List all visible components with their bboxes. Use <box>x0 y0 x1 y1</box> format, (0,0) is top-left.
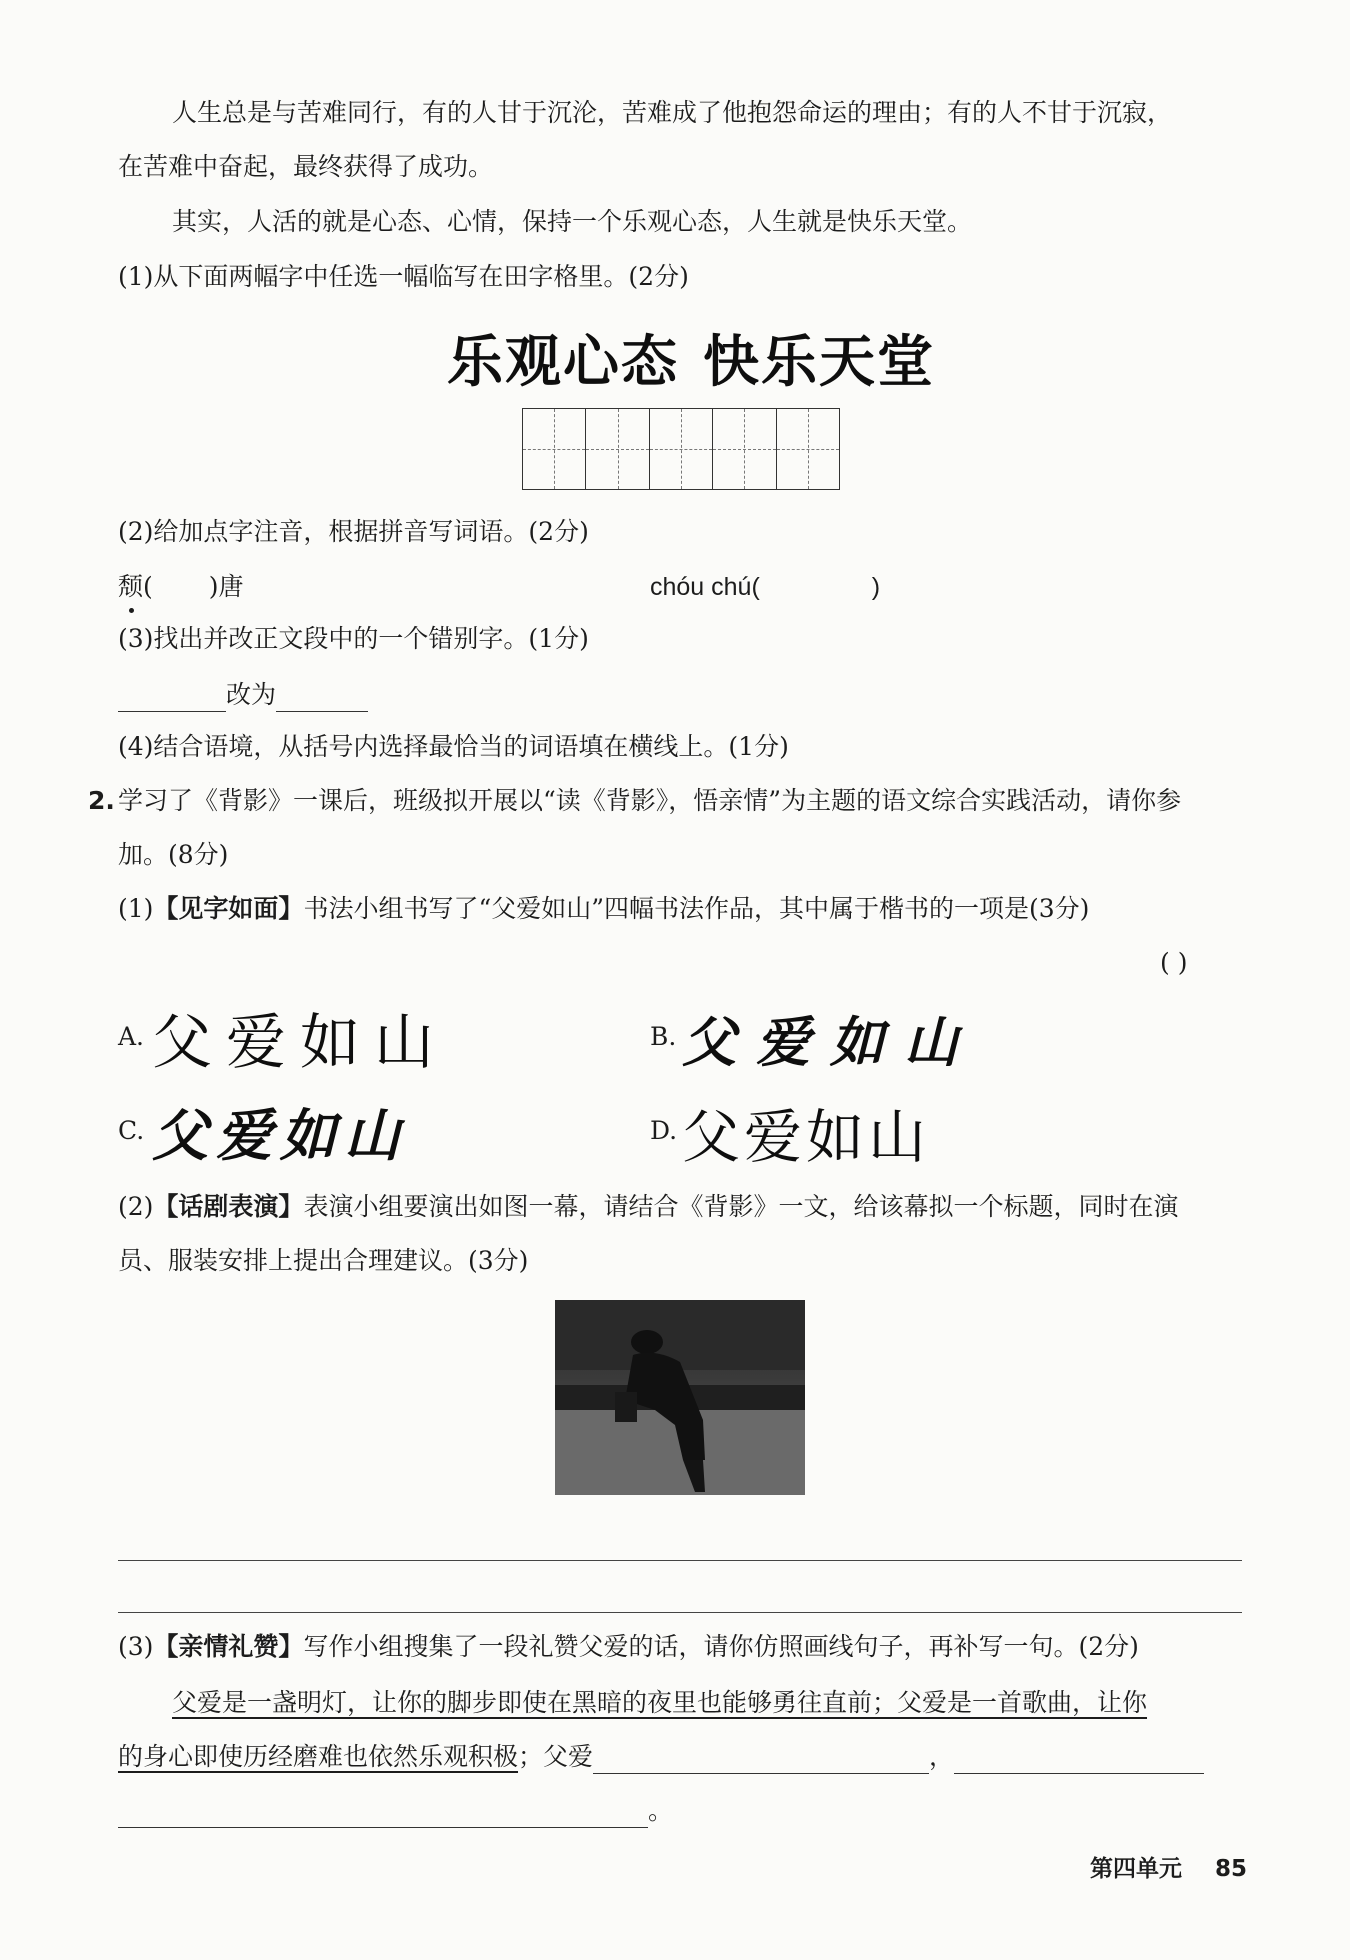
q1-sub2: (2)给加点字注音，根据拼音写词语。(2分) <box>118 517 589 546</box>
calligraphy-right: 快乐天堂 <box>703 329 935 395</box>
stage-photo <box>555 1300 805 1495</box>
footer-unit: 第四单元 <box>1090 1856 1182 1882</box>
q2-sub2 <box>118 1190 1178 1224</box>
typo-correct-blank[interactable] <box>276 685 368 712</box>
tianzige-grid[interactable] <box>522 408 840 490</box>
q2-sub3 <box>118 1630 1139 1664</box>
option-b-calligraphy[interactable]: 父爱如山 <box>682 1010 978 1074</box>
q1-sub4: (4)结合语境，从括号内选择最恰当的词语填在横线上。(1分) <box>118 732 789 761</box>
grid-cell[interactable] <box>586 409 649 489</box>
passage-line-2: 在苦难中奋起，最终获得了成功。 <box>118 152 494 181</box>
answer-paren[interactable]: ( ) <box>1160 948 1188 977</box>
imitation-prompt: ；父爱 <box>518 1742 594 1771</box>
imitation-row-2 <box>118 1794 673 1828</box>
imitation-row <box>118 1740 1204 1774</box>
imitation-blank-2[interactable] <box>954 1747 1204 1774</box>
q2-stem-line-1: 学习了《背影》一课后，班级拟开展以“读《背影》，悟亲情”为主题的语文综合实践活动，请你参 <box>118 786 1182 815</box>
answer-line-1[interactable] <box>118 1560 1242 1561</box>
option-c-calligraphy[interactable]: 父爱如山 <box>152 1103 408 1169</box>
pinyin-prompt: chóu chú( <box>650 573 760 601</box>
footer-page-number: 85 <box>1215 1856 1248 1882</box>
option-a-calligraphy[interactable]: 父爱如山 <box>152 1008 448 1078</box>
underlined-sentence-2: 的身心即使历经磨难也依然乐观积极 <box>118 1742 519 1771</box>
passage-line-3: 其实，人活的就是心态、心情，保持一个乐观心态，人生就是快乐天堂。 <box>172 207 973 236</box>
calligraphy-left: 乐观心态 <box>447 329 679 395</box>
sub-text: 书法小组书写了“父爱如山”四幅书法作品，其中属于楷书的一项是(3分) <box>303 894 1090 923</box>
section-tag: 【亲情礼赞】 <box>153 1632 304 1661</box>
sub-prefix: (1) <box>118 894 154 923</box>
word-rest: )唐 <box>208 572 244 601</box>
period: 。 <box>648 1796 674 1825</box>
paren-close: ) <box>871 573 881 601</box>
paren-open: ( <box>143 572 153 601</box>
q2-stem-line-2: 加。(8分) <box>118 840 229 869</box>
sub-prefix: (3) <box>118 1632 154 1661</box>
grid-cell[interactable] <box>523 409 586 489</box>
imitation-blank-1[interactable] <box>593 1747 929 1774</box>
sub-prefix: (2) <box>118 1192 154 1221</box>
imitation-blank-3[interactable] <box>118 1801 648 1828</box>
grid-cell[interactable] <box>713 409 776 489</box>
comma: ， <box>929 1742 955 1771</box>
q1-sub1: (1)从下面两幅字中任选一幅临写在田字格里。(2分) <box>118 262 689 291</box>
option-b-letter: B. <box>650 1022 677 1051</box>
sub-text: 表演小组要演出如图一幕，请结合《背影》一文，给该幕拟一个标题，同时在演 <box>303 1192 1179 1221</box>
section-tag: 【见字如面】 <box>153 894 304 923</box>
q2-number: 2. <box>88 786 115 815</box>
sub-text: 写作小组搜集了一段礼赞父爱的话，请你仿照画线句子，再补写一句。(2分) <box>303 1632 1139 1661</box>
figure-silhouette-icon <box>555 1300 805 1495</box>
q2-sub1 <box>118 892 1089 926</box>
option-c-letter: C. <box>118 1116 145 1145</box>
typo-wrong-blank[interactable] <box>118 685 226 712</box>
underlined-sentence-1: 父爱是一盏明灯，让你的脚步即使在黑暗的夜里也能够勇往直前；父爱是一首歌曲，让你 <box>172 1688 1148 1717</box>
answer-line-2[interactable] <box>118 1612 1242 1613</box>
q1-sub2-pinyin-row <box>118 570 244 604</box>
option-d-letter: D. <box>650 1116 678 1145</box>
change-to-label: 改为 <box>226 680 277 709</box>
q1-sub3: (3)找出并改正文段中的一个错别字。(1分) <box>118 624 589 653</box>
pinyin-word-row <box>650 570 880 604</box>
option-d-calligraphy[interactable]: 父爱如山 <box>682 1103 931 1171</box>
option-a-letter: A. <box>118 1022 145 1051</box>
grid-cell[interactable] <box>777 409 839 489</box>
q2-sub2-line-2: 员、服装安排上提出合理建议。(3分) <box>118 1246 529 1275</box>
grid-cell[interactable] <box>650 409 713 489</box>
dotted-char: 颓 <box>118 570 143 604</box>
typo-row <box>118 678 368 712</box>
passage-line-1: 人生总是与苦难同行，有的人甘于沉沦，苦难成了他抱怨命运的理由；有的人不甘于沉寂， <box>172 98 1173 127</box>
section-tag: 【话剧表演】 <box>153 1192 304 1221</box>
